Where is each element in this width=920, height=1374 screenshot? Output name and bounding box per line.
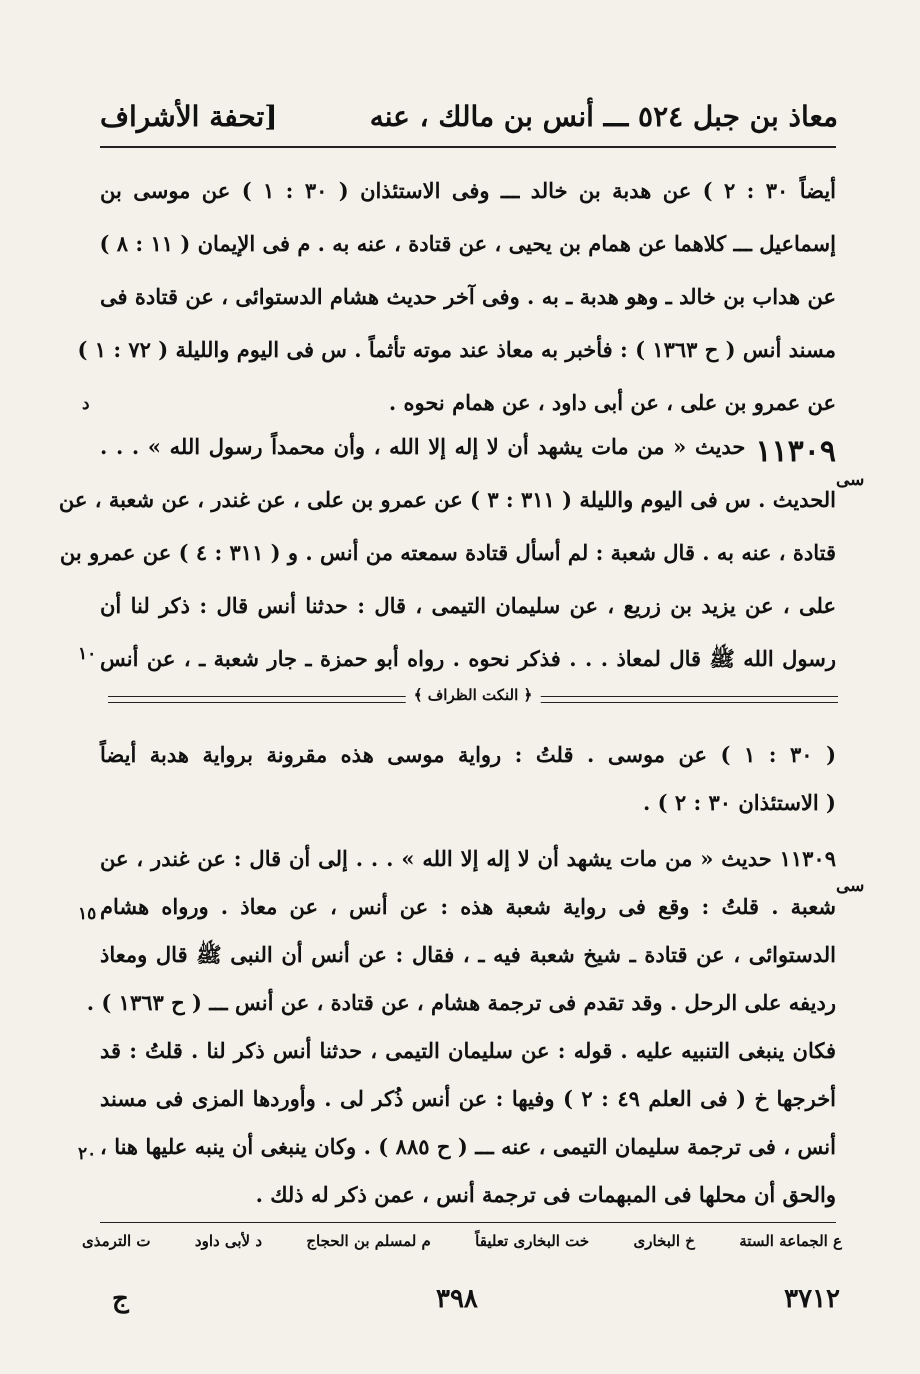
line-number: ١٠ bbox=[78, 644, 97, 664]
text-line: شعبة . قلتُ : وقع فى رواية شعبة هذه : عن أنس ، عن معاذ . ورواه هشام bbox=[100, 894, 836, 919]
nukat-section bbox=[100, 742, 836, 838]
volume-mark: ج bbox=[112, 1284, 129, 1314]
abbreviation-item: م لمسلم بن الحجاج bbox=[306, 1232, 431, 1250]
text-line: عن عمرو بن على ، عن أبى داود ، عن همام نحوه . bbox=[388, 390, 836, 415]
text-line: رديفه على الرحل . وقد تقدم فى ترجمة هشام ، عن قتادة ، عن أنس ـــ ( ح ١٣٦٣ ) . bbox=[86, 990, 836, 1015]
hadith-number: ١١٣٠٩ bbox=[755, 434, 836, 469]
abbreviation-key bbox=[82, 1232, 842, 1250]
margin-siglum: سى bbox=[836, 470, 865, 490]
section-divider bbox=[108, 686, 838, 714]
text-line: قتادة ، عنه به . قال شعبة : لم أسأل قتادة سمعته من أنس . و ( ٣١١ : ٤ ) عن عمرو بن bbox=[59, 540, 836, 565]
text-line: الدستوائى ، عن قتادة ـ شيخ شعبة فيه ـ ، فقال : عن أنس أن النبى ﷺ قال ومعاذ bbox=[100, 942, 836, 967]
text-line: ١١٣٠٩ حديث « من مات يشهد أن لا إله إلا الله » . . . إلى أن قال : عن غندر ، عن bbox=[100, 846, 836, 871]
margin-siglum: سى bbox=[836, 876, 865, 896]
abbreviation-item: د لأبى داود bbox=[194, 1232, 263, 1250]
text-line: أنس ، فى ترجمة سليمان التيمى ، عنه ـــ ( ح ٨٨٥ ) . وكان ينبغى أن ينبه عليها هنا ، bbox=[100, 1134, 836, 1159]
text-line: الحديث . س فى اليوم والليلة ( ٣١١ : ٣ ) عن عمرو بن على ، عن غندر ، عن شعبة ، عن bbox=[58, 487, 836, 512]
text-line: أيضاً ٣٠ : ٢ ) عن هدبة بن خالد ـــ وفى الاستئذان ( ٣٠ : ١ ) عن موسى بن bbox=[100, 178, 837, 203]
running-header-title: معاذ بن جبل ٥٢٤ ـــ أنس بن مالك ، عنه bbox=[369, 100, 838, 133]
text-line: على ، عن يزيد بن زريع ، عن سليمان التيمى ، قال : حدثنا أنس قال : ذكر لنا أن bbox=[100, 593, 836, 618]
text-line: فكان ينبغى التنبيه عليه . قوله : عن سليمان التيمى ، حدثنا أنس ذكر لنا . قلتُ : قد bbox=[100, 1038, 836, 1063]
page-number: ٣٩٨ bbox=[436, 1284, 478, 1314]
abbreviation-item: خ البخارى bbox=[633, 1232, 695, 1250]
divider-label: ﴿ النكت الظراف ﴾ bbox=[406, 686, 541, 704]
text-line: ( الاستئذان ٣٠ : ٢ ) . bbox=[642, 790, 836, 815]
text-line: ( ٣٠ : ١ ) عن موسى . قلتُ : رواية موسى هذه مقرونة برواية هدبة أيضاً bbox=[100, 742, 837, 767]
text-line: إسماعيل ـــ كلاهما عن همام بن يحيى ، عن قتادة ، عنه به . م فى الإيمان ( ١١ : ٨ ) bbox=[99, 231, 836, 256]
abbreviation-item: خت البخارى تعليقاً bbox=[475, 1232, 590, 1250]
margin-siglum: د bbox=[82, 394, 90, 414]
text-line: حديث « من مات يشهد أن لا إله إلا الله ، وأن محمداً رسول الله » . . . bbox=[100, 434, 746, 459]
abbreviation-item: ت الترمذى bbox=[82, 1232, 151, 1250]
header-rule bbox=[100, 146, 836, 148]
text-line: أخرجها خ ( فى العلم ٤٩ : ٢ ) وفيها : عن أنس ذُكر لى . وأوردها المزى فى مسند bbox=[100, 1086, 837, 1111]
hadith-first-line bbox=[100, 434, 836, 487]
footnote-rule bbox=[100, 1222, 836, 1223]
running-header-book: [تحفة الأشراف bbox=[100, 100, 278, 133]
text-line: والحق أن محلها فى المبهمات فى ترجمة أنس ، عمن ذكر له ذلك . bbox=[255, 1182, 836, 1207]
upper-text bbox=[77, 178, 837, 443]
abbreviation-item: ع الجماعة الستة bbox=[739, 1232, 842, 1250]
text-line: مسند أنس ( ح ١٣٦٣ ) : فأخبر به معاذ عند موته تأثماً . س فى اليوم والليلة ( ٧٢ : ١ ) bbox=[77, 337, 836, 362]
page-sequence-number: ٣٧١٢ bbox=[784, 1284, 840, 1314]
text-line: عن هداب بن خالد ـ وهو هدبة ـ به . وفى آخر حديث هشام الدستوائى ، عن قتادة فى bbox=[100, 284, 836, 309]
line-number: ١٥ bbox=[78, 904, 97, 924]
line-number: ٢٠ bbox=[78, 1144, 97, 1164]
text-line: رسول الله ﷺ قال لمعاذ . . . فذكر نحوه . رواه أبو حمزة ـ جار شعبة ـ ، عن أنس bbox=[100, 646, 836, 671]
